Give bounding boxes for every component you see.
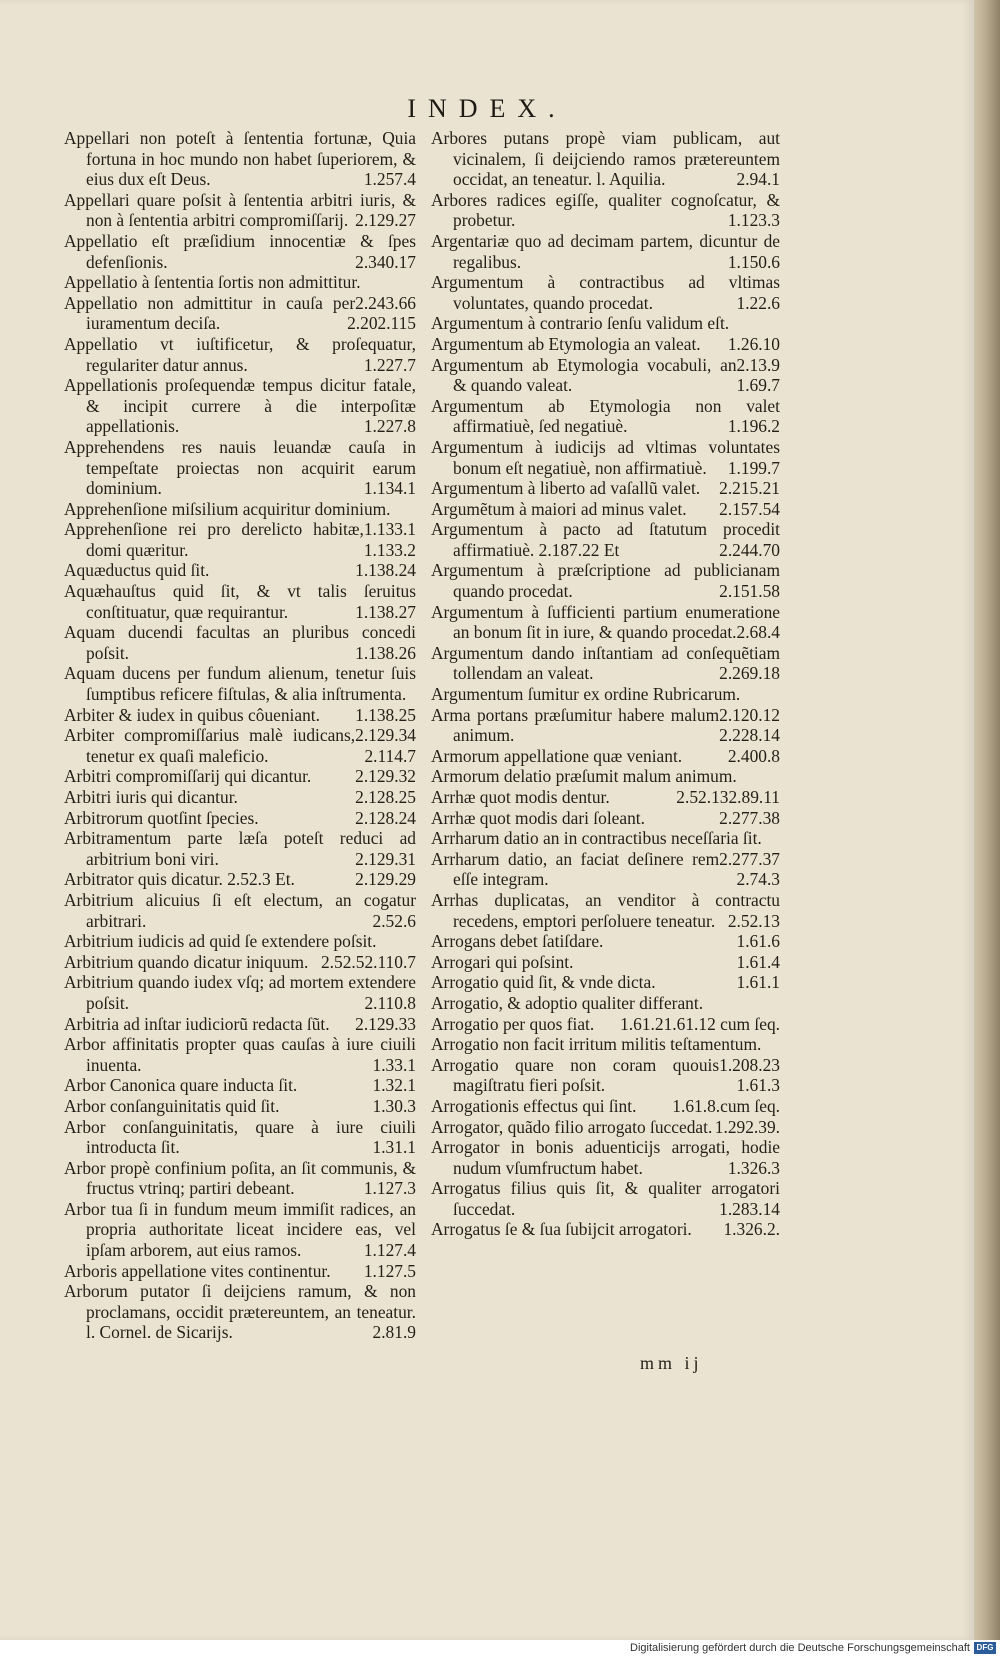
index-entry-text: Arbitria ad inſtar iudiciorũ redacta ſũt. [64,1013,330,1034]
index-entry-text: Argumentum à pacto ad ſtatutum procedit affirmatiuè. 2.187.22 Et [431,519,780,560]
index-entry-locator: 1.326.2. [723,1219,780,1240]
index-entry-locator: 1.123.3 [727,210,780,231]
index-entry-locator: 1.127.5 [363,1260,416,1281]
index-entry-text: Argumentum dando inſtantiam ad conſequẽtiam tollendam an valeat. [431,642,780,684]
index-entry [64,952,416,973]
index-entry-locator: 2.129.29 [355,869,416,890]
index-entry-text: Argentariæ quo ad decimam partem, dicuntur de regalibus. [431,230,780,272]
index-entry-text: Arrogatus ſe & ſua ſubijcit arrogatori. [431,1219,692,1240]
index-entry-locator: 1.61.2 [620,1013,664,1034]
index-entry-text: Arbores radices egiſſe, qualiter cognoſcatur, & probetur. [431,189,780,231]
index-entry [64,560,416,581]
index-entry-text: Aquæductus quid ſit. [64,560,210,581]
index-entry [64,972,416,1013]
index-entry-text: Arboris appellatione vites continentur. [64,1260,331,1281]
index-entry-text: Arrogatus filius quis ſit, & qualiter arrogatori ſuccedat. [431,1178,780,1219]
index-entry-text: Argumentum ab Etymologia vocabuli, an & quando valeat. [431,354,737,396]
index-entry-locator: 2.129.33 [355,1013,416,1034]
index-entry-locator: 2.128.24 [355,807,416,828]
index-entry-text: Arrogatio, & adoptio qualiter differant. [431,992,704,1013]
index-entry [64,1261,416,1282]
index-entry [431,890,780,931]
index-entry-text: Arbitrator quis dicatur. 2.52.3 Et. [64,869,295,890]
index-entry-text: Arrogatio non facit irritum militis teſtamentum. [431,1034,762,1055]
index-entry-text: Arbor Canonica quare inducta ſit. [64,1075,298,1096]
index-column-right [431,128,780,1240]
index-entry [64,1199,416,1261]
index-entry-text: Aquam ducens per fundum alienum, tenetur ſuis ſumptibus reficere fiſtulas, & alia inſtrumenta. [64,663,416,705]
index-entry-locator: 2.129.27 [355,210,416,231]
index-entry-text: Arrogator in bonis aduenticijs arrogati, hodie nudum vſumfructum habet. [431,1137,780,1178]
index-entry-text: Arbitramentum parte læſa poteſt reduci ad arbitrium boni viri. [64,828,416,869]
index-entry-text: Arrogatio per quos fiat. [431,1013,595,1034]
index-entry-text: Armorum delatio præſumit malum animum. [431,766,737,787]
index-entry-text: Arbor tua ſi in fundum meum immiſit radices, an propria authoritate liceat incidere eas, vel ipſam arborem, aut eius ramos. [64,1198,416,1261]
index-entry-text: Arbitrium quando dicatur iniquum. [64,951,309,972]
index-entry-locator: 2.215.21 [719,478,780,499]
index-entry-locator: 2.228.14 [719,725,780,746]
index-entry-locator: 1.227.8 [363,416,416,437]
index-entry-locator: 1.61.8.cum ſeq. [672,1095,780,1116]
index-entry-text: Arrogationis effectus qui ſint. [431,1095,637,1116]
index-entry [431,190,780,231]
index-entry-text: Arbor conſanguinitatis, quare à iure ciuili introducta ſit. [64,1116,416,1158]
index-entry-locator: 2.129.31 [355,848,416,869]
index-entry-locator: 1.30.3 [372,1095,416,1116]
index-entry-text: Arrharum datio, an faciat deſinere rem eſſe integram. [431,848,720,890]
index-entry-locator: 1.283.14 [719,1198,780,1219]
index-entry-locator: 1.133.1 [363,519,416,540]
index-entry-text: Argumentum ab Etymologia an valeat. [431,333,701,354]
index-entry-text: Appellatio à ſententia ſortis non admittitur. [64,272,361,293]
index-entry-locator: 1.61.4 [736,951,780,972]
index-entry-text: Argumentum à ſufficienti partium enumeratione an bonum ſit in iure, & quando procedat. [431,601,780,643]
index-entry-locator: 1.227.7 [363,354,416,375]
index-entry-text: Argumentum à contractibus ad vltimas voluntates, quando procedat. [431,272,780,313]
index-entry [431,478,780,499]
index-entry-text: Arbitrium alicuius ſi eſt electum, an cogatur arbitrari. [64,889,416,931]
index-entry-text: Arrogatio quare non coram quouis magiſtratu fieri poſsit. [431,1054,720,1096]
index-entry-locator: 1.138.25 [355,704,416,725]
index-entry [64,787,416,808]
index-entry-locator: 1.31.1 [372,1137,416,1158]
index-entry-locator: 1.134.1 [363,478,416,499]
index-entry-locator: 1.127.3 [363,1178,416,1199]
index-entry-text: Appellatio non admittitur in cauſa per iuramentum deciſa. [64,292,356,334]
index-entry [64,622,416,663]
index-entry [64,766,416,787]
index-entry-locator: 1.292.39. [714,1116,780,1137]
index-entry-locator: 1.138.27 [355,601,416,622]
index-entry-locator: 1.69.7 [736,375,780,396]
index-entry-locator: 2.74.3 [736,869,780,890]
index-entry-text: Arbor propè confinium poſita, an ſit communis, & fructus vtrinq; partiri debeant. [64,1157,416,1199]
index-entry [431,1117,780,1138]
index-entry-locator: 1.138.26 [355,642,416,663]
index-entry-locator: 1.133.2 [363,539,416,560]
index-entry-locator: 2.129.34 [355,725,416,746]
page-header: INDEX. [407,94,567,123]
index-entry-text: Arrogatio quid ſit, & vnde dicta. [431,972,656,993]
index-entry [64,890,416,931]
index-entry-text: Arbiter & iudex in quibus côueniant. [64,704,320,725]
index-entry [431,808,780,829]
index-entry-locator: 2.68.4 [736,622,780,643]
index-entry [431,128,780,190]
index-entry-locator: 2.52.13 [676,787,729,807]
index-entry-locator: 1.208.23 [719,1054,780,1075]
index-entry [64,375,416,437]
index-entry-text: Appellari quare poſsit à ſententia arbitri iuris, & non à ſententia arbitri compromiſſarij. [64,189,416,231]
index-entry-text: Aquæhauſtus quid ſit, & vt talis ſeruitus conſtituatur, quæ requirantur. [64,581,416,622]
index-entry [431,1178,780,1219]
index-entry-locator: 1.61.3 [736,1075,780,1096]
index-entry-text: Arrogator, quãdo filio arrogato ſuccedat. [431,1116,713,1137]
index-entry [64,869,416,890]
dfg-logo: DFG [974,1642,996,1654]
index-entry-locator: 2.120.12 [719,704,780,725]
index-entry-text: Argumentum à contrario ſenſu validum eſt. [431,313,730,334]
index-entry [64,1096,416,1117]
index-entry [431,355,780,396]
index-entry-text: Arbor conſanguinitatis quid ſit. [64,1095,280,1116]
index-entry-locator: 1.61.6 [736,931,780,952]
index-entry-text: Argumentum à præſcriptione ad publicianam quando procedat. [431,560,780,602]
index-entry-locator: 1.22.6 [736,292,780,313]
index-entry [431,952,780,973]
index-entry [64,808,416,829]
index-entry [64,231,416,272]
index-entry [64,1034,416,1075]
index-entry-locator: 2.277.37 [719,848,780,869]
index-entry-locator: 1.257.4 [363,169,416,190]
index-entry-text: Appellatio eſt præſidium innocentiæ & ſpes defenſionis. [64,230,416,272]
index-entry-locator: 2.340.17 [355,251,416,272]
index-entry [64,190,416,231]
index-entry [431,1096,780,1117]
index-entry-locator: 1.26.10 [727,333,780,354]
index-entry-locator: 2.110.8 [364,992,416,1013]
index-entry-text: Arbitri compromiſſarij qui dicantur. [64,766,312,787]
index-entry-text: Arrogans debet ſatiſdare. [431,931,604,952]
index-entry-text: Armorum appellatione quæ veniant. [431,745,683,766]
index-entry-text: Appellatio vt iuſtificetur, & proſequatur, regulariter datur annus. [64,333,416,375]
index-entry-text: Arbitrorum quotſint ſpecies. [64,807,259,828]
index-entry-locator: 1.199.7 [727,457,780,478]
signature-mark: mm ij [640,1353,703,1373]
index-entry [431,787,780,808]
index-entry-locator: 2.243.66 [355,292,416,313]
index-entry-locator: 2.89.11 [728,787,780,807]
footer-bar [0,1640,1000,1657]
index-entry-locator: 2.13.9 [736,354,780,375]
index-entry-text: Apprehenſione rei pro derelicto habitæ, domi quæritur. [64,519,364,560]
index-entry-locator: 2.52.6 [372,910,416,931]
index-entry-locator: 1.127.4 [363,1240,416,1261]
index-entry-locator: 1.33.1 [372,1054,416,1075]
index-entry-locator: 1.61.12 cum ſeq. [663,1013,780,1034]
index-entry [64,334,416,375]
index-entry-text: Arbores putans propè viam publicam, aut vicinalem, ſi deijciendo ramos prætereuntem occidat, an teneatur. l. Aquilia. [431,128,780,190]
index-entry [431,643,780,684]
index-entry-locator: 1.150.6 [727,251,780,272]
index-entry [431,560,780,601]
index-entry [64,1014,416,1035]
index-entry-text: Arrhæ quot modis dari ſoleant. [431,807,645,828]
index-entry [64,1075,416,1096]
index-entry [431,972,780,993]
index-entry-locator: 2.151.58 [719,581,780,602]
index-entry-text: Arrogari qui poſsint. [431,951,574,972]
index-entry [64,1281,416,1343]
index-entry-text: Aquam ducendi facultas an pluribus concedi poſsit. [64,622,416,663]
index-entry-locator: 2.81.9 [372,1322,416,1343]
index-entry [431,437,780,478]
index-entry-text: Arrharum datio an in contractibus neceſſaria ſit. [431,828,762,849]
index-entry-locator: 2.128.25 [355,787,416,807]
index-entry [431,1219,780,1240]
index-entry-locator: 1.138.24 [355,560,416,581]
index-entry-locator: 2.400.8 [727,745,780,766]
index-entry-text: Apprehenſione miſsilium acquiritur dominium. [64,498,391,519]
index-entry-text: Arbor affinitatis propter quas cauſas à iure ciuili inuenta. [64,1034,416,1075]
index-entry [431,1137,780,1178]
index-entry-locator: 2.269.18 [719,663,780,684]
index-entry-locator: 2.114.7 [364,745,416,766]
index-entry-text: Appellationis proſequendæ tempus dicitur fatale, & incipit currere à die interpoſitæ appellationis. [64,375,416,437]
index-entry [431,499,780,520]
index-entry [431,931,780,952]
index-entry-text: Argumentum ab Etymologia non valet affirmatiuè, ſed negatiuè. [431,395,780,437]
index-entry [64,437,416,499]
index-entry-locator: 2.94.1 [736,169,780,190]
footer-credit: Digitalisierung gefördert durch die Deutsche Forschungsgemeinschaft [630,1642,970,1654]
index-entry-text: Arbitrium iudicis ad quid ſe extendere poſsit. [64,931,377,952]
index-entry [64,1158,416,1199]
index-entry-text: Arbitri iuris qui dicantur. [64,787,238,807]
index-entry-text: Arma portans præſumitur habere malum animum. [431,704,720,746]
index-entry-locator: 1.61.1 [736,972,780,993]
index-entry [64,1117,416,1158]
index-entry-text: Arbitrium quando iudex vſq; ad mortem extendere poſsit. [64,972,416,1013]
index-entry-locator: 2.202.115 [347,313,416,334]
index-entry [64,128,416,190]
index-entry-text: Argumentum à liberto ad vaſallũ valet. [431,478,701,499]
index-entry [431,519,780,560]
index-entry-locator: 2.244.70 [719,539,780,560]
index-entry-text: Arrhas duplicatas, an venditor à contractu recedens, emptori perſoluere teneatur. [431,889,780,931]
index-entry [64,519,416,560]
index-entry [431,746,780,767]
index-entry-text: Arrhæ quot modis dentur. [431,787,610,807]
index-entry-text: Arbiter compromiſſarius malè iudicans, tenetur ex quaſi maleficio. [64,725,356,766]
index-entry [64,828,416,869]
index-entry [64,581,416,622]
index-entry-text: Appellari non poteſt à ſententia fortunæ, Quia fortuna in hoc mundo non habet ſuperiorem, & eius dux eſt Deus. [64,128,416,190]
index-entry-locator: 1.196.2 [727,416,780,437]
index-entry-locator: 2.52.5 [320,951,365,972]
index-entry [431,396,780,437]
index-entry [431,272,780,313]
index-entry-locator: 2.157.54 [719,498,780,519]
index-entry-locator: 1.326.3 [727,1157,780,1178]
index-entry-text: Argumentum à iudicijs ad vltimas voluntates bonum eſt negatiuè, non affirmatiuè. [431,436,780,478]
index-entry-locator: 2.277.38 [719,807,780,828]
index-entry-text: Apprehendens res nauis leuandæ cauſa in tempeſtate proiectas non acquirit earum dominium. [64,436,416,499]
index-entry-locator: 2.52.13 [727,910,780,931]
index-column-left [64,128,416,1343]
index-entry-locator: 2.110.7 [364,951,416,972]
index-entry-locator: 2.129.32 [355,766,416,787]
index-entry-locator: 1.32.1 [372,1075,416,1096]
page-edge [974,0,1000,1640]
index-entry-text: Arborum putator ſi deijciens ramum, & non proclamans, occidit prætereuntem, an teneatur. l. Cornel. de Sicarijs. [64,1281,416,1343]
index-entry-text: Argumentum ſumitur ex ordine Rubricarum. [431,684,741,705]
index-entry [431,231,780,272]
index-entry-text: Argumẽtum à maiori ad minus valet. [431,498,687,519]
index-entry [431,602,780,643]
